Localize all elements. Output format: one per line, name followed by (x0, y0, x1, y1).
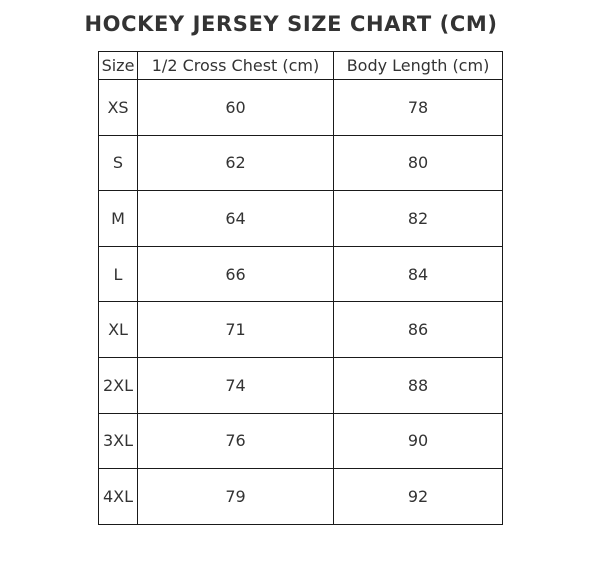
body-length-cell: 84 (334, 246, 503, 302)
size-cell: M (99, 191, 138, 247)
cross-chest-cell: 76 (138, 413, 334, 469)
size-cell: S (99, 135, 138, 191)
cross-chest-cell: 71 (138, 302, 334, 358)
body-length-cell: 82 (334, 191, 503, 247)
table-row (99, 246, 503, 302)
size-cell: 3XL (99, 413, 138, 469)
table-row (99, 413, 503, 469)
size-cell: XL (99, 302, 138, 358)
size-cell: XS (99, 80, 138, 136)
header-size: Size (99, 52, 138, 80)
body-length-cell: 78 (334, 80, 503, 136)
cross-chest-cell: 60 (138, 80, 334, 136)
table-row (99, 357, 503, 413)
header-cross-chest: 1/2 Cross Chest (cm) (138, 52, 334, 80)
cross-chest-cell: 66 (138, 246, 334, 302)
size-chart-table (98, 51, 503, 525)
table-header-row (99, 52, 503, 80)
body-length-cell: 80 (334, 135, 503, 191)
table-row (99, 469, 503, 525)
cross-chest-cell: 79 (138, 469, 334, 525)
body-length-cell: 90 (334, 413, 503, 469)
cross-chest-cell: 74 (138, 357, 334, 413)
page-title: HOCKEY JERSEY SIZE CHART (CM) (84, 12, 498, 36)
size-cell: 2XL (99, 357, 138, 413)
body-length-cell: 86 (334, 302, 503, 358)
size-cell: L (99, 246, 138, 302)
header-body-length: Body Length (cm) (334, 52, 503, 80)
table-row (99, 135, 503, 191)
size-cell: 4XL (99, 469, 138, 525)
table-row (99, 80, 503, 136)
cross-chest-cell: 64 (138, 191, 334, 247)
body-length-cell: 92 (334, 469, 503, 525)
cross-chest-cell: 62 (138, 135, 334, 191)
body-length-cell: 88 (334, 357, 503, 413)
table-row (99, 302, 503, 358)
table-row (99, 191, 503, 247)
